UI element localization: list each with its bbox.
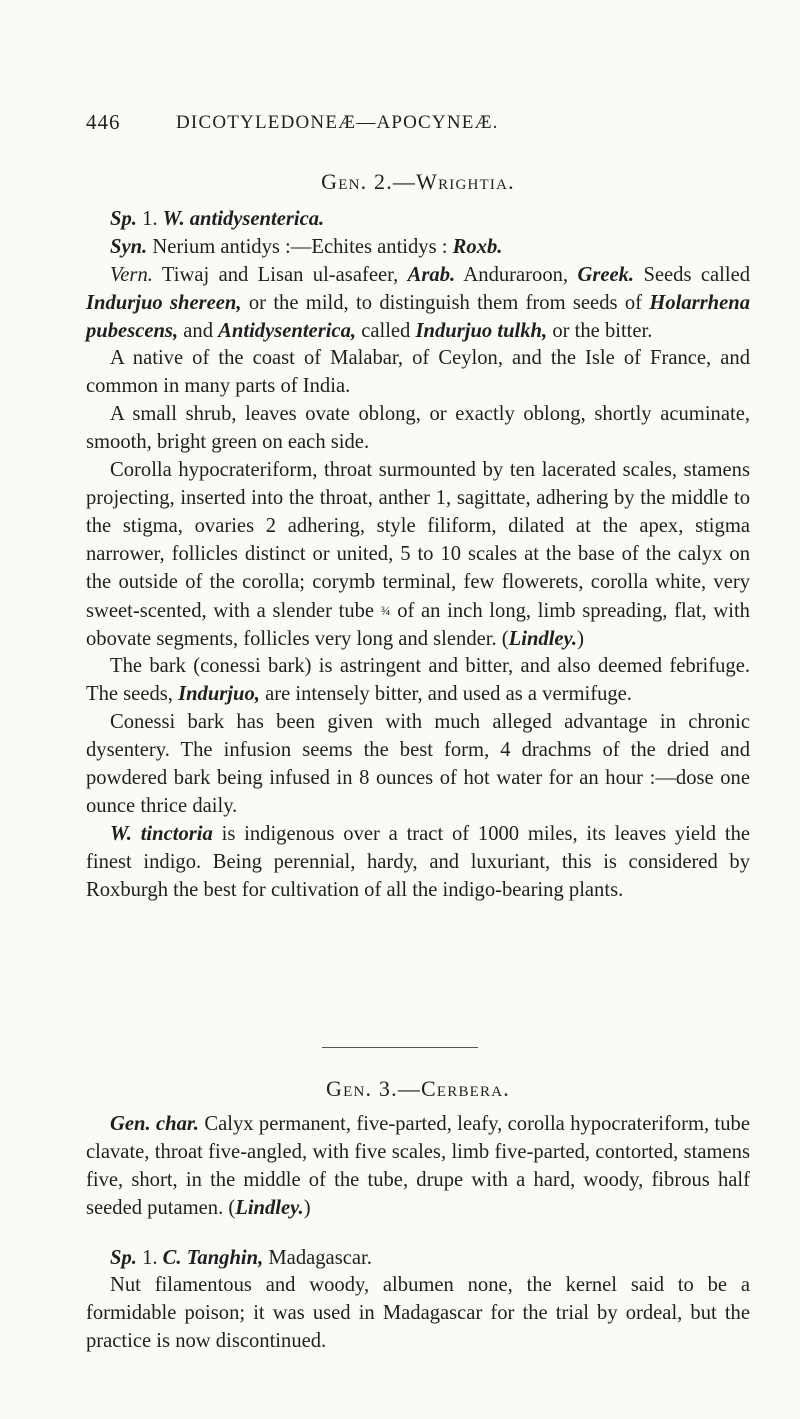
section-heading-cerbera: Gen. 3.—Cerbera. <box>326 1076 510 1101</box>
vern-arab: Arab. <box>407 263 456 286</box>
vern-greek: Greek. <box>577 263 635 286</box>
vern-text: Tiwaj and Lisan ul-asafeer, <box>161 263 399 286</box>
generic-character-paragraph <box>86 1111 750 1223</box>
species-line <box>86 1245 750 1273</box>
bark-paragraph <box>86 653 750 709</box>
species-line <box>86 206 750 234</box>
authority-lindley: Lindley. <box>235 1196 304 1219</box>
vern-text: Seeds called <box>643 263 751 286</box>
sp-label: Sp. <box>110 207 137 230</box>
species-place: Madagascar. <box>268 1246 372 1269</box>
gen-char-label: Gen. char. <box>110 1112 199 1135</box>
vern-text: or the mild, to distinguish them from seeds of <box>248 291 642 314</box>
vern-text: or the bitter. <box>552 319 653 342</box>
term-antidysenterica: Antidysenterica, <box>218 319 357 342</box>
conessi-paragraph: Conessi bark has been given with much alleged advantage in chronic dysentery. The infusion seems the best form, 4 drachms of the dried and powdered bark being infused in 8 ounces of hot water for an hour :—dose one ounce thrice daily. <box>86 711 750 817</box>
nut-paragraph: Nut filamentous and woody, albumen none, the kernel said to be a formidable poison; it was used in Madagascar for the trial by ordeal, but the practice is now discontinued. <box>86 1274 750 1353</box>
gen-char-text: Calyx permanent, five-parted, leafy, corolla hypocrateriform, tube clavate, throat five-angled, with five scales, limb five-parted, contorted, stamens five, short, in the middle of the tube, drupe with a hard, woody, fibrous half seeded putamen. ( <box>86 1112 750 1219</box>
vern-text: Anduraroon, <box>463 263 569 286</box>
section-heading-wrightia: Gen. 2.—Wrightia. <box>321 169 515 194</box>
tinctoria-text: is indigenous over a tract of 1000 miles, its leaves yield the finest indigo. Being perennial, hardy, and luxuriant, this is considered by Roxburgh the best for cultivation of all the indigo-bearing plants. <box>86 822 751 901</box>
species-name: C. Tanghin, <box>162 1246 264 1269</box>
description-paragraph: A small shrub, leaves ovate oblong, or exactly oblong, shortly acuminate, smooth, bright green on each side. <box>86 403 750 454</box>
tinctoria-paragraph <box>86 821 750 905</box>
running-header <box>86 110 766 140</box>
syn-text: Nerium antidys :—Echites antidys : <box>152 235 448 258</box>
species-tinctoria: W. tinctoria <box>110 822 213 845</box>
term-indurjuo-tulkh: Indurjuo tulkh, <box>415 319 548 342</box>
bark-text: The bark (conessi bark) is astringent and bitter, and also deemed febrifuge. The seeds, <box>86 655 750 706</box>
corolla-text: of an inch long, limb spreading, flat, with obovate segments, follicles very long and slender. ( <box>86 599 750 650</box>
page-number: 446 <box>86 110 121 134</box>
term-holarrhena: Holarrhena pubescens, <box>86 291 751 342</box>
species-name: W. antidysenterica. <box>162 207 325 230</box>
section-cerbera <box>86 1075 750 1356</box>
vern-label: Vern. <box>110 263 153 286</box>
gen-char-text: ) <box>303 1196 311 1219</box>
corolla-text: ) <box>577 627 584 650</box>
term-indurjuo: Indurjuo, <box>178 683 260 706</box>
bark-text: are intensely bitter, and used as a vermifuge. <box>265 683 632 706</box>
syn-authority: Roxb. <box>452 235 503 258</box>
sp-number: 1. <box>142 207 158 230</box>
sp-label: Sp. <box>110 1246 137 1269</box>
habitat-paragraph: A native of the coast of Malabar, of Ceylon, and the Isle of France, and common in many parts of India. <box>86 347 750 398</box>
vernacular-paragraph <box>86 262 750 346</box>
corolla-text: Corolla hypocrateriform, throat surmounted by ten lacerated scales, stamens projecting, inserted into the throat, anther 1, sagittate, adhering by the middle to the stigma, ovaries 2 adhering, style filiform, dilated at the apex, stigma narrower, follicles distinct or united, 5 to 10 scales at the base of the calyx on the outside of the corolla; corymb terminal, few flowerets, corolla white, very sweet-scented, with a slender tube <box>86 459 750 622</box>
authority-lindley: Lindley. <box>508 627 578 650</box>
corolla-paragraph <box>86 457 750 653</box>
fraction: ¾ <box>380 602 391 618</box>
vern-text: called <box>361 319 411 342</box>
sp-number: 1. <box>142 1246 158 1269</box>
syn-label: Syn. <box>110 235 148 258</box>
section-wrightia <box>86 168 750 905</box>
term-indurjuo-shereen: Indurjuo shereen, <box>86 291 242 314</box>
running-title: DICOTYLEDONEÆ—APOCYNEÆ. <box>176 112 499 133</box>
vern-text: and <box>183 319 213 342</box>
section-divider <box>322 1047 478 1048</box>
synonym-line <box>86 234 750 262</box>
